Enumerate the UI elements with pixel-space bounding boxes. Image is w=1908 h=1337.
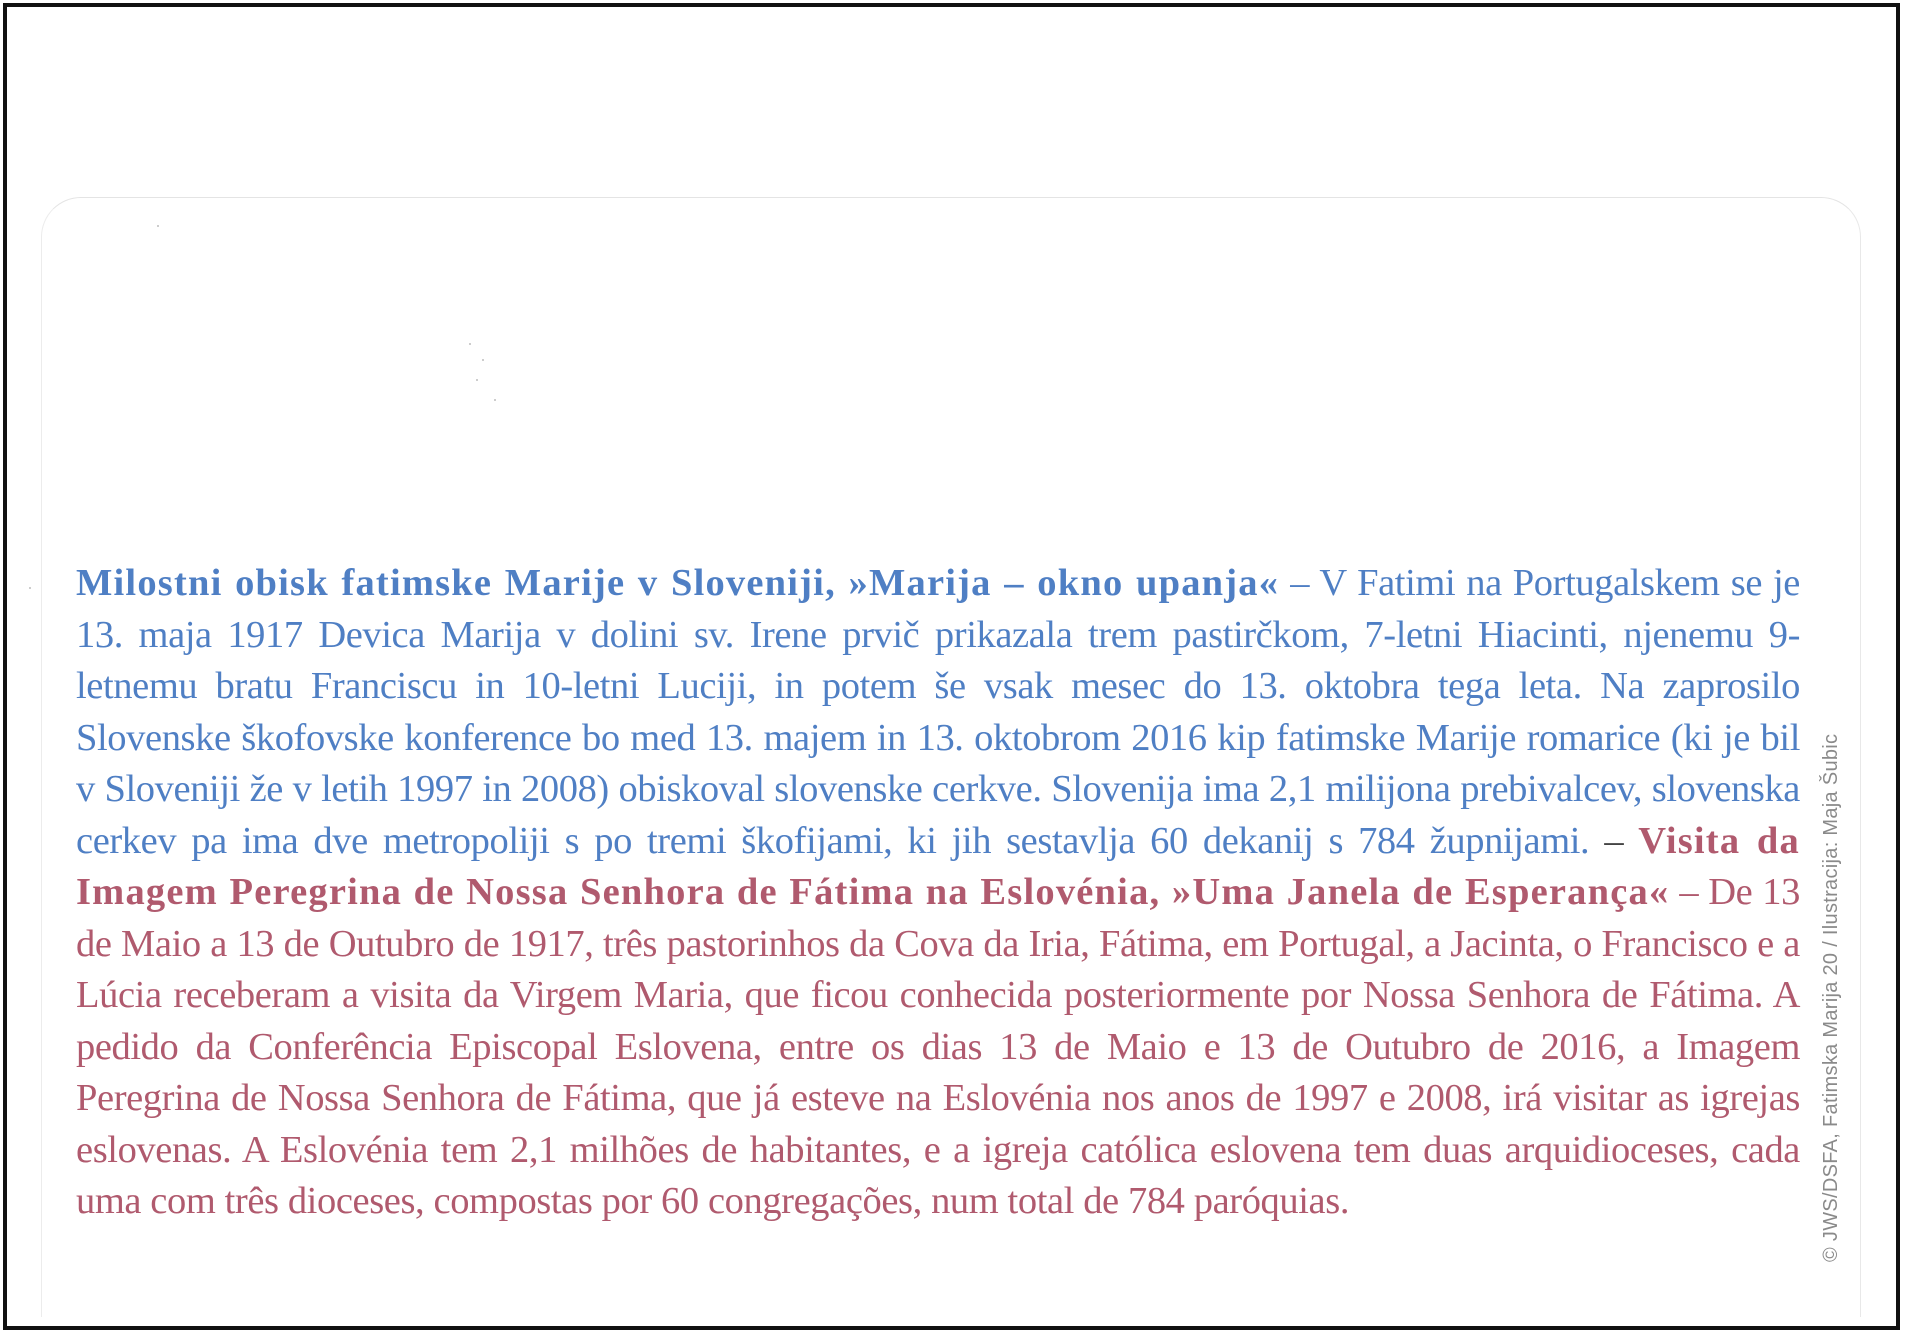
- scan-speck: [469, 343, 471, 345]
- scan-speck: [494, 399, 496, 401]
- slovenian-title: Milostni obisk fatimske Marije v Sloveniji, »Marija – okno upanja«: [76, 562, 1280, 604]
- illustration-credit: © JWS/DSFA, Fatimska Marija 20 / Ilustracija: Maja Šubic: [1820, 733, 1842, 1262]
- scan-speck: [476, 379, 478, 381]
- scan-speck: [482, 359, 484, 361]
- slovenian-body: – V Fatimi na Portugalskem se je 13. maja 1917 Devica Marija v dolini sv. Irene prvič prikazala trem pastirčkom, 7-letni Hiacinti, njenemu 9-letnemu bratu Franciscu in 10-letni Luciji, in potem še vsak mesec do 13. oktobra tega leta. Na zaprosilo Slovenske škofovske konference bo med 13. majem in 13. oktobrom 2016 kip fatimske Marije romarice (ki je bil v Sloveniji že v letih 1997 in 2008) obiskoval slovenske cerkve. Slovenija ima 2,1 milijona prebivalcev, slovenska cerkev pa ima dve metropoliji s po tremi škofijami, ki jih sestavlja 60 dekanij s 784 župnijami.: [76, 562, 1800, 862]
- portuguese-body: – De 13 de Maio a 13 de Outubro de 1917, três pastorinhos da Cova da Iria, Fátima, em Portugal, a Jacinta, o Francisco e a Lúcia receberam a visita da Virgem Maria, que ficou conhecida posteriormente por Nossa Senhora de Fátima. A pedido da Conferência Episcopal Eslovena, entre os dias 13 de Maio e 13 de Outubro de 2016, a Imagem Peregrina de Nossa Senhora de Fátima, que já esteve na Eslovénia nos anos de 1997 e 2008, irá visitar as igrejas eslovenas. A Eslovénia tem 2,1 milhões de habitantes, e a igreja católica eslovena tem duas arquidioceses, cada uma com três dioceses, compostas por 60 congregações, num total de 784 paróquias.: [76, 871, 1800, 1222]
- scan-speck: [157, 225, 159, 227]
- portuguese-title: Visita da Imagem Peregrina de Nossa Senhora de Fátima na Eslovénia, »Uma Janela de Esperança«: [76, 819, 1800, 913]
- description-text: [76, 558, 1800, 1228]
- language-separator: –: [1589, 819, 1639, 862]
- scan-speck: [29, 587, 31, 589]
